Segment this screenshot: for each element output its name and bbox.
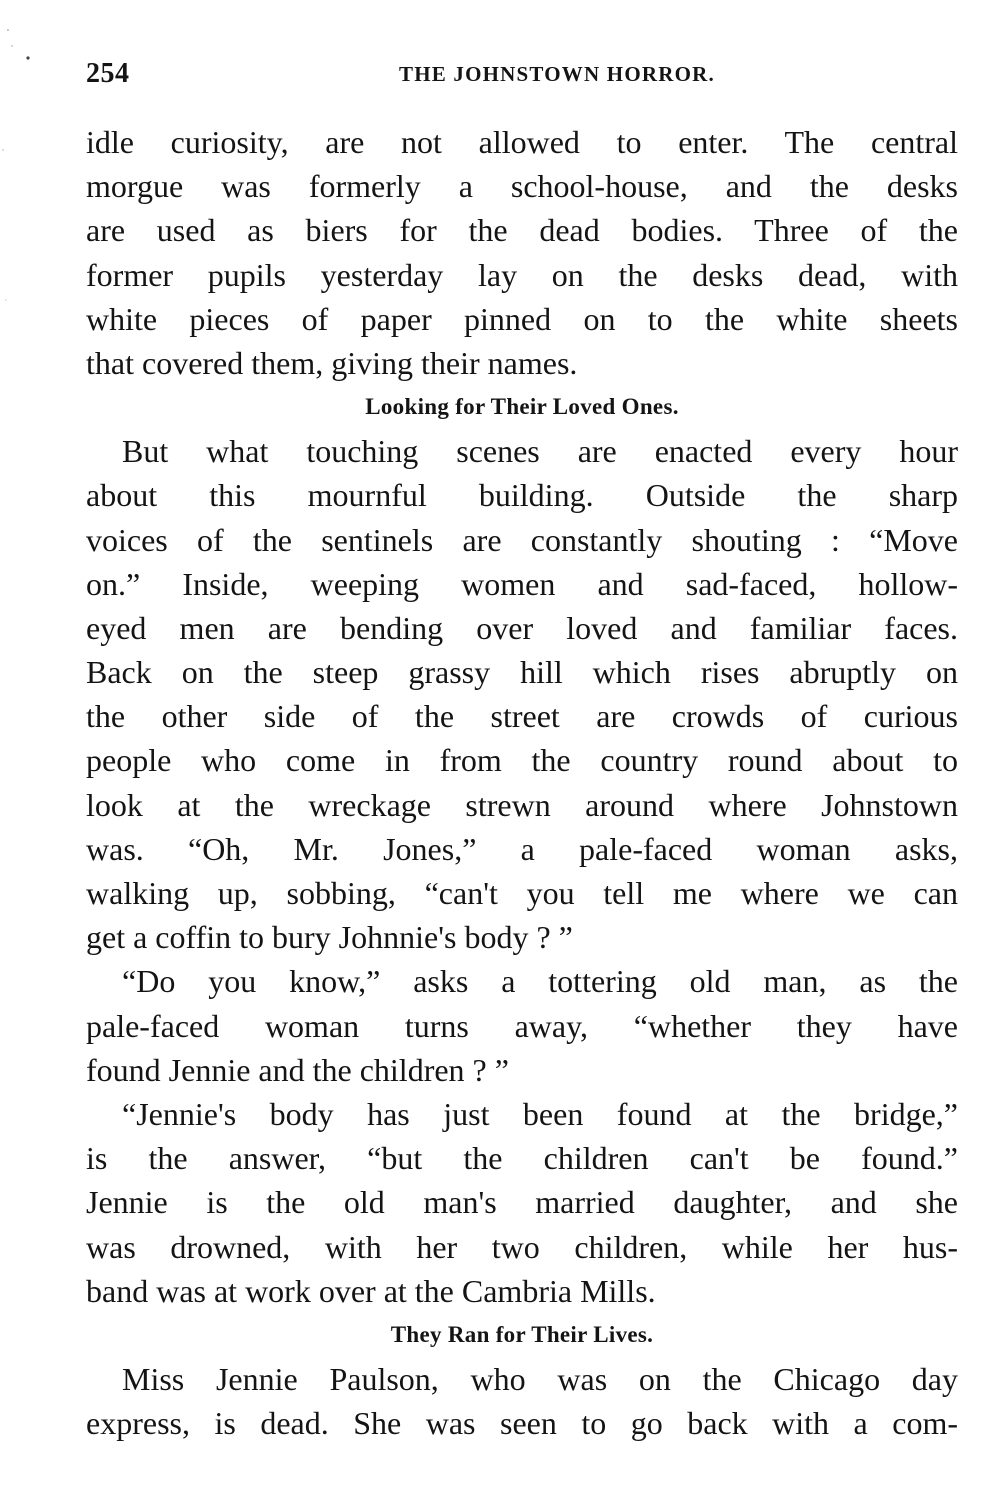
- text-line: Back on the steep grassy hill which rises abruptly on: [86, 654, 958, 691]
- paragraph-5: [86, 1357, 958, 1445]
- page-number: 254: [86, 58, 130, 89]
- section-heading-ran-for-lives: They Ran for Their Lives.: [390, 1321, 654, 1347]
- text-line: walking up, sobbing, “can't you tell me where we can: [86, 875, 958, 911]
- text-line: eyed men are bending over loved and familiar faces.: [86, 609, 958, 646]
- text-line: found Jennie and the children ? ”: [86, 1051, 509, 1088]
- body-text: [86, 120, 958, 1445]
- text-line: are used as biers for the dead bodies. Three of the: [86, 212, 958, 249]
- text-line: But what touching scenes are enacted every hour: [122, 433, 958, 470]
- text-line: was drowned, with her two children, while her hus-: [86, 1228, 958, 1265]
- text-line: about this mournful building. Outside the sharp: [86, 477, 958, 514]
- text-line: express, is dead. She was seen to go back with a com-: [86, 1405, 958, 1442]
- text-line: that covered them, giving their names.: [86, 344, 578, 381]
- text-line: “Jennie's body has just been found at the bridge,”: [122, 1095, 958, 1132]
- text-line: morgue was formerly a school-house, and the desks: [86, 168, 958, 205]
- text-line: the other side of the street are crowds of curious: [86, 698, 958, 735]
- text-line: white pieces of paper pinned on to the white sheets: [86, 300, 958, 337]
- text-line: band was at work over at the Cambria Mills.: [86, 1272, 656, 1309]
- paragraph-4: [86, 1092, 958, 1313]
- text-line: get a coffin to bury Johnnie's body ? ”: [86, 919, 573, 956]
- text-line: former pupils yesterday lay on the desks dead, with: [86, 256, 958, 293]
- page-edge-specks: [0, 0, 30, 1492]
- page-header: [86, 58, 958, 98]
- paragraph-1: [86, 120, 958, 385]
- paragraph-2: [86, 429, 958, 959]
- text-line: “Do you know,” asks a tottering old man, as the: [122, 963, 958, 1000]
- text-line: idle curiosity, are not allowed to enter. The central: [86, 124, 958, 160]
- text-line: pale-faced woman turns away, “whether they have: [86, 1007, 958, 1044]
- text-line: was. “Oh, Mr. Jones,” a pale-faced woman asks,: [86, 830, 958, 867]
- paragraph-3: [86, 959, 958, 1092]
- text-line: Jennie is the old man's married daughter, and she: [86, 1184, 958, 1221]
- running-title: THE JOHNSTOWN HORROR.: [399, 62, 715, 86]
- text-line: look at the wreckage strewn around where Johnstown: [86, 786, 958, 823]
- text-line: Miss Jennie Paulson, who was on the Chicago day: [122, 1360, 958, 1397]
- text-line: people who come in from the country round about to: [86, 742, 958, 779]
- text-line: on.” Inside, weeping women and sad-faced, hollow-: [86, 565, 958, 602]
- text-line: voices of the sentinels are constantly shouting : “Move: [86, 521, 958, 558]
- section-heading-loved-ones: Looking for Their Loved Ones.: [365, 394, 679, 420]
- text-line: is the answer, “but the children can't be found.”: [86, 1140, 958, 1177]
